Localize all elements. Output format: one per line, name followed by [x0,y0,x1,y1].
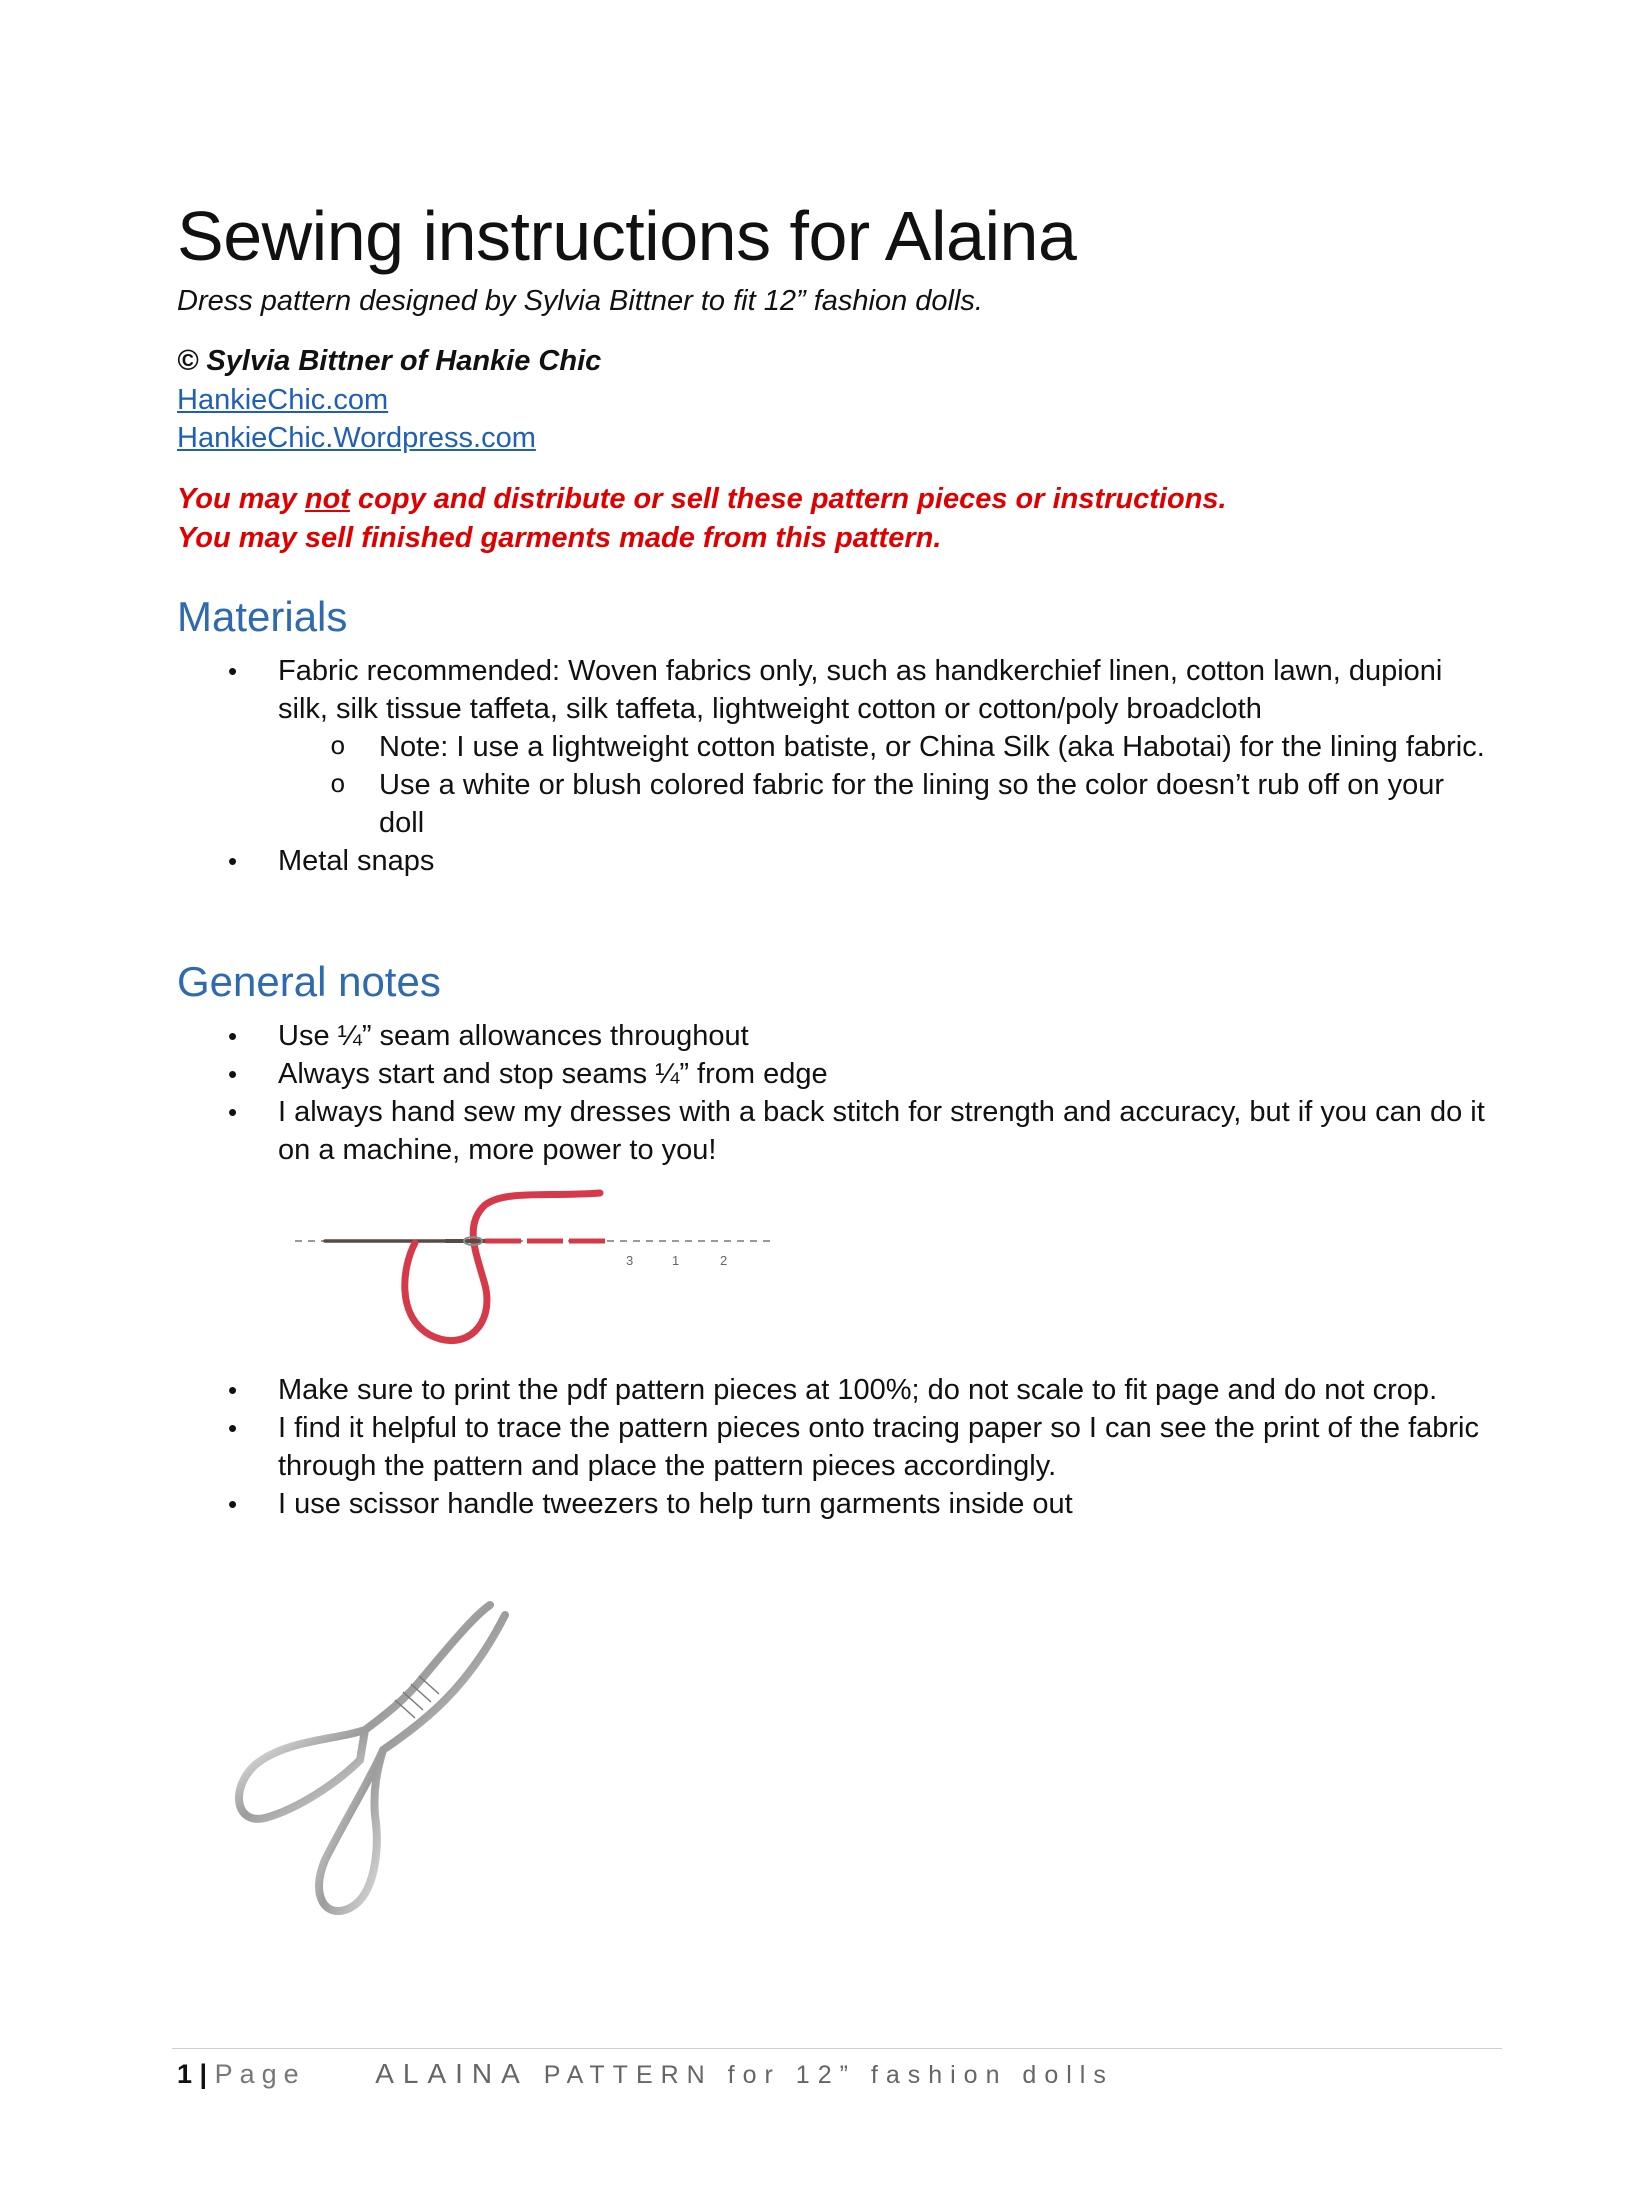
note-print-100: Make sure to print the pdf pattern pieces at 100%; do not scale to fit page and do not crop. [278,1374,1438,1406]
circle-bullet-icon: o [330,732,346,762]
note-seam-allowance: Use ¼” seam allowances throughout [278,1020,749,1052]
page-footer [177,2058,1114,2090]
bullet-icon: • [228,846,238,876]
tweezer-handle-loop-bottom [319,1750,383,1911]
list-item [177,652,1497,842]
warning-copy [177,483,1227,516]
back-stitch-illustration [295,1185,775,1355]
bullet-icon: • [228,1059,238,1089]
bullet-icon: • [228,1097,238,1127]
thread-loop [405,1193,600,1341]
list-item [177,1093,1497,1169]
list-item [177,842,1497,880]
subtitle: Dress pattern designed by Sylvia Bittner to fit 12” fashion dolls. [177,285,983,317]
warning-copy-after: copy and distribute or sell these pattern pieces or instructions. [349,483,1227,515]
bullet-icon: • [228,1413,238,1443]
general-notes-list [177,1017,1497,1169]
list-item [177,1371,1497,1409]
warning-copy-before: You may [177,483,305,515]
warning-sell: You may sell finished garments made from this pattern. [177,522,942,554]
note-start-stop: Always start and stop seams ¼” from edge [278,1058,828,1090]
list-item [177,1055,1497,1093]
stitch-label-3: 3 [626,1253,634,1268]
materials-item-fabric: Fabric recommended: Woven fabrics only, such as handkerchief linen, cotton lawn, dupioni silk, silk tissue taffeta, silk taffeta, lightweight cotton or cotton/poly broadcloth [278,655,1443,725]
list-item [278,728,1497,766]
running-title-rest: PATTERN for 12” fashion dolls [543,2061,1114,2089]
bullet-icon: • [228,656,238,686]
running-title [375,2058,1114,2089]
bullet-icon: • [228,1489,238,1519]
page-label: Page [214,2059,306,2089]
running-title-name: ALAINA [375,2058,529,2089]
warning-emphasis-not: not [304,483,350,515]
materials-heading: Materials [177,593,348,640]
list-item [177,1409,1497,1485]
page-number: 1 [177,2059,193,2089]
materials-subitem-lining-note: Note: I use a lightweight cotton batiste, or China Silk (aka Habotai) for the lining fabric. [379,731,1485,763]
general-notes-heading: General notes [177,958,441,1005]
footer-separator: | [199,2059,208,2089]
tweezer-arm-lower [383,1615,505,1750]
note-back-stitch: I always hand sew my dresses with a back stitch for strength and accuracy, but if you can do it on a machine, more power to you! [278,1096,1485,1166]
knurl-line [419,1676,439,1694]
knurl-line [395,1700,415,1718]
materials-item-snaps: Metal snaps [278,845,435,877]
note-tracing-paper: I find it helpful to trace the pattern pieces onto tracing paper so I can see the print of the fabric through the pattern and place the pattern pieces accordingly. [278,1412,1479,1482]
copyright-line: © Sylvia Bittner of Hankie Chic [177,345,602,377]
tweezer-handle-loop-left [239,1730,365,1819]
circle-bullet-icon: o [330,770,346,800]
bullet-icon: • [228,1375,238,1405]
materials-sublist [278,728,1497,842]
link-hankiechic-wordpress[interactable]: HankieChic.Wordpress.com [177,422,536,454]
list-item [177,1485,1497,1523]
list-item [177,1017,1497,1055]
materials-subitem-lining-color: Use a white or blush colored fabric for the lining so the color doesn’t rub off on your doll [379,769,1444,839]
note-tweezers: I use scissor handle tweezers to help turn garments inside out [278,1488,1073,1520]
general-notes-list-continued [177,1371,1497,1523]
bullet-icon: • [228,1021,238,1051]
stitch-label-1: 1 [672,1253,680,1268]
link-hankiechic[interactable]: HankieChic.com [177,384,389,416]
footer-divider [172,2048,1502,2049]
materials-list [177,652,1497,880]
scissor-tweezers-icon [225,1590,545,1930]
stitch-label-2: 2 [720,1253,728,1268]
page-title: Sewing instructions for Alaina [177,197,1077,275]
list-item [278,766,1497,842]
